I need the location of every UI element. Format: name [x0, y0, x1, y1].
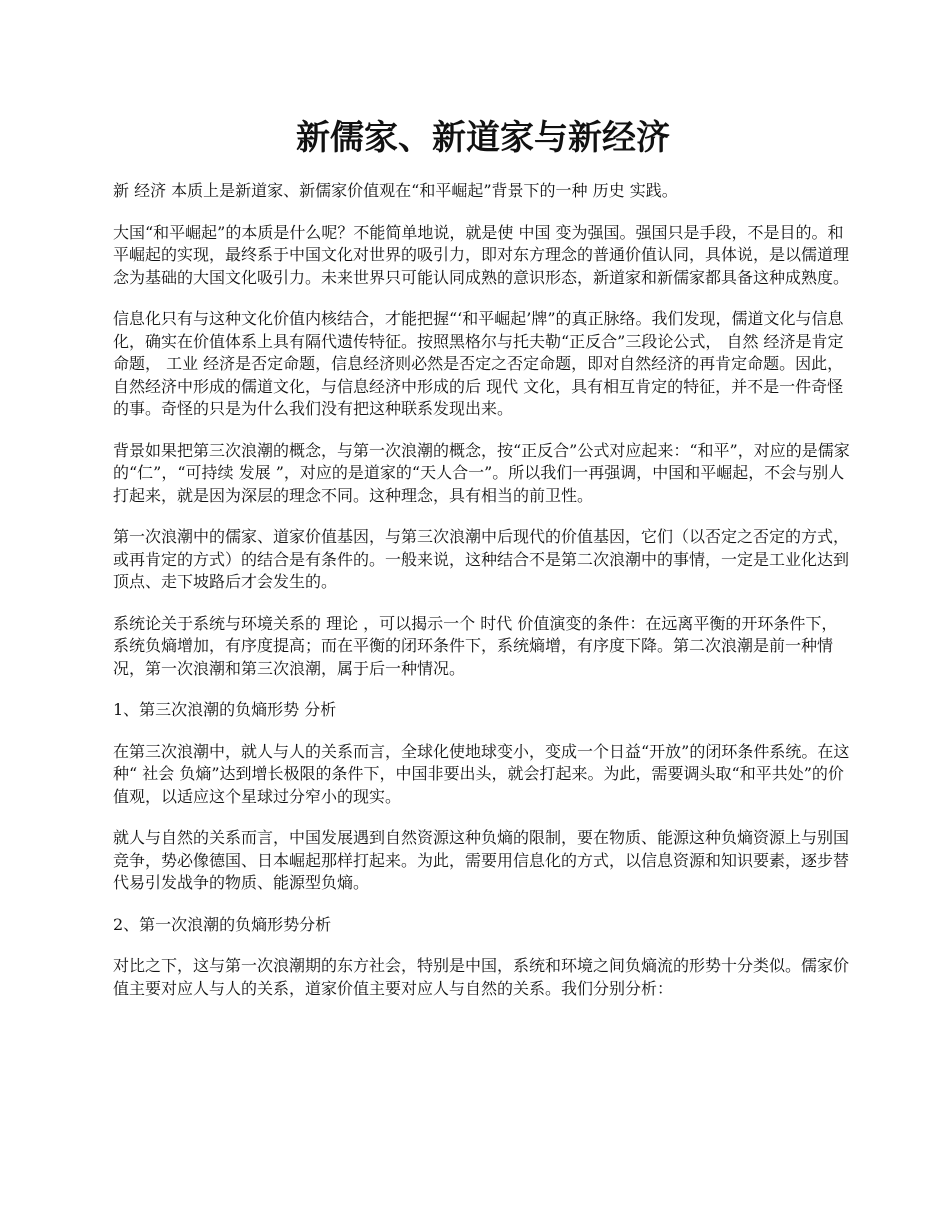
section-heading-2: 2、第一次浪潮的负熵形势分析 — [113, 914, 332, 934]
paragraph-third-wave-background: 背景如果把第三次浪潮的概念，与第一次浪潮的概念，按“正反合”公式对应起来：“和平”，对应的是儒家的“仁”，“可持续 发展 ”，对应的是道家的“天人合一”。所以我们一再强调，中国和平崛起，不会与别人打起来，就是因为深层的理念不同。这种理念，具有相当的前卫性。 — [113, 440, 850, 505]
paragraph-systems-theory: 系统论关于系统与环境关系的 理论 ，可以揭示一个 时代 价值演变的条件：在远离平衡的开环条件下，系统负熵增加，有序度提高；而在平衡的闭环条件下，系统熵增，有序度下降。第二次浪潮是前一种情况，第一次浪潮和第三次浪潮，属于后一种情况。 — [113, 613, 838, 678]
paragraph-human-relations: 在第三次浪潮中，就人与人的关系而言，全球化使地球变小，变成一个日益“开放”的闭环条件系统。在这种“ 社会 负熵”达到增长极限的条件下，中国非要出头，就会打起来。为此，需要调头取“和平共处”的价值观，以适应这个星球过分窄小的现实。 — [113, 741, 850, 806]
document-body — [113, 180, 853, 1000]
paragraph-informatization: 信息化只有与这种文化价值内核结合，才能把握“‘和平崛起’牌”的真正脉络。我们发现，儒道文化与信息化，确实在价值体系上具有隔代遗传特征。按照黑格尔与托夫勒“正反合”三段论公式， 自然 经济是肯定命题， 工业 经济是否定命题，信息经济则必然是否定之否定命题，即对自然经济的再肯定命题。因此，自然经济中形成的儒道文化，与信息经济中形成的后 现代 文化，具有相互肯定的特征，并不是一件奇怪的事。奇怪的只是为什么我们没有把这种联系发现出来。 — [113, 309, 844, 418]
paragraph-intro: 新 经济 本质上是新道家、新儒家价值观在“和平崛起”背景下的一种 历史 实践。 — [113, 181, 678, 200]
paragraph-first-wave-comparison: 对比之下，这与第一次浪潮期的东方社会，特别是中国，系统和环境之间负熵流的形势十分类似。儒家价值主要对应人与人的关系，道家价值主要对应人与自然的关系。我们分别分析： — [113, 956, 850, 998]
paragraph-peaceful-rise: 大国“和平崛起”的本质是什么呢？不能简单地说，就是使 中国 变为强国。强国只是手段，不是目的。和平崛起的实现，最终系于中国文化对世界的吸引力，即对东方理念的普通价值认同，具体说，是以儒道理念为基础的大国文化吸引力。未来世界只可能认同成熟的意识形态，新道家和新儒家都具备这种成熟度。 — [113, 222, 850, 287]
paragraph-human-nature: 就人与自然的关系而言，中国发展遇到自然资源这种负熵的限制，要在物质、能源这种负熵资源上与别国竞争，势必像德国、日本崛起那样打起来。为此，需要用信息化的方式，以信息资源和知识要素，逐步替代易引发战争的物质、能源型负熵。 — [113, 828, 850, 892]
document-page — [113, 0, 853, 1019]
document-title: 新儒家、新道家与新经济 — [296, 118, 670, 158]
section-heading-1: 1、第三次浪潮的负熵形势 分析 — [113, 700, 337, 719]
paragraph-value-genes: 第一次浪潮中的儒家、道家价值基因，与第三次浪潮中后现代的价值基因，它们（以否定之否定的方式，或再肯定的方式）的结合是有条件的。一般来说，这种结合不是第二次浪潮中的事情，一定是工业化达到顶点、走下坡路后才会发生的。 — [113, 527, 850, 591]
